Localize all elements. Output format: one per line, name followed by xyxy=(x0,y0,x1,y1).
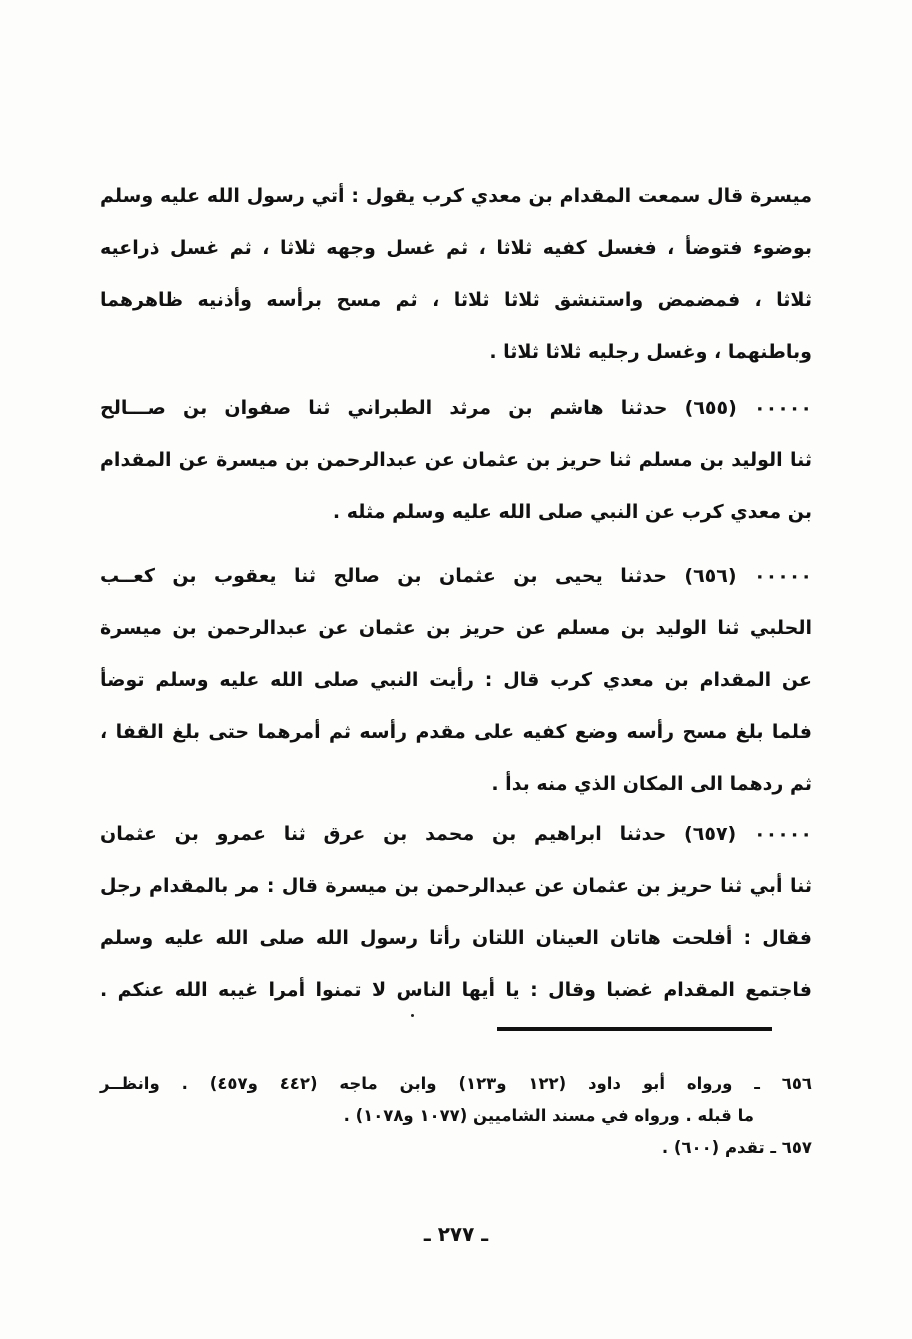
page-number: ـ ٢٧٧ ـ xyxy=(423,1222,489,1246)
text-line: ثنا الوليد بن مسلم ثنا حريز بن عثمان عن عبدالرحمن بن ميسرة عن المقدام xyxy=(100,449,812,471)
paragraph-continuation xyxy=(100,170,812,378)
text-line: ٠٠٠٠٠ (٦٥٧) حدثنا ابراهيم بن محمد بن عرق ثنا عمرو بن عثمان xyxy=(100,823,812,845)
hadith-656 xyxy=(100,550,812,810)
text-line: ثنا أبي ثنا حريز بن عثمان عن عبدالرحمن بن ميسرة قال : مر بالمقدام رجل xyxy=(100,875,812,897)
speck-mark xyxy=(411,1014,414,1017)
text-line: فقال : أفلحت هاتان العينان اللتان رأتا رسول الله صلى الله عليه وسلم xyxy=(100,927,812,949)
footnotes xyxy=(100,1068,812,1164)
text-line: ميسرة قال سمعت المقدام بن معدي كرب يقول : أتي رسول الله عليه وسلم xyxy=(100,185,812,207)
hadith-655 xyxy=(100,382,812,538)
hadith-657 xyxy=(100,808,812,1016)
text-line: بن معدي كرب عن النبي صلى الله عليه وسلم مثله . xyxy=(332,501,812,523)
text-line: وباطنهما ، وغسل رجليه ثلاثا ثلاثا . xyxy=(489,341,812,363)
footnote-separator xyxy=(497,1027,772,1031)
footnote-line: ٦٥٧ ـ تقدم (٦٠٠) . xyxy=(661,1138,812,1157)
text-line: ثلاثا ، فمضمض واستنشق ثلاثا ثلاثا ، ثم مسح برأسه وأذنيه ظاهرهما xyxy=(100,289,812,311)
text-line: الحلبي ثنا الوليد بن مسلم عن حريز بن عثمان عن عبدالرحمن بن ميسرة xyxy=(100,617,812,639)
text-line: فاجتمع المقدام غضبا وقال : يا أيها الناس لا تمنوا أمرا غيبه الله عنكم . xyxy=(100,979,812,1001)
text-line: بوضوء فتوضأ ، فغسل كفيه ثلاثا ، ثم غسل وجهه ثلاثا ، ثم غسل ذراعيه xyxy=(100,237,812,259)
text-line: ثم ردهما الى المكان الذي منه بدأ . xyxy=(491,773,812,795)
footnote-line: ٦٥٦ ـ ورواه أبو داود (١٢٢ و١٢٣) وابن ماجه (٤٤٢ و٤٥٧) . وانظــر xyxy=(100,1074,812,1093)
text-line: عن المقدام بن معدي كرب قال : رأيت النبي صلى الله عليه وسلم توضأ xyxy=(100,669,812,691)
text-line: ٠٠٠٠٠ (٦٥٦) حدثنا يحيى بن عثمان بن صالح ثنا يعقوب بن كعــب xyxy=(100,565,812,587)
text-line: فلما بلغ مسح رأسه وضع كفيه على مقدم رأسه ثم أمرهما حتى بلغ القفا ، xyxy=(100,721,812,743)
text-line: ٠٠٠٠٠ (٦٥٥) حدثنا هاشم بن مرثد الطبراني ثنا صفوان بن صـــالح xyxy=(100,397,812,419)
footnote-line: ما قبله . ورواه في مسند الشاميين (١٠٧٧ و١٠٧٨) . xyxy=(343,1106,754,1125)
